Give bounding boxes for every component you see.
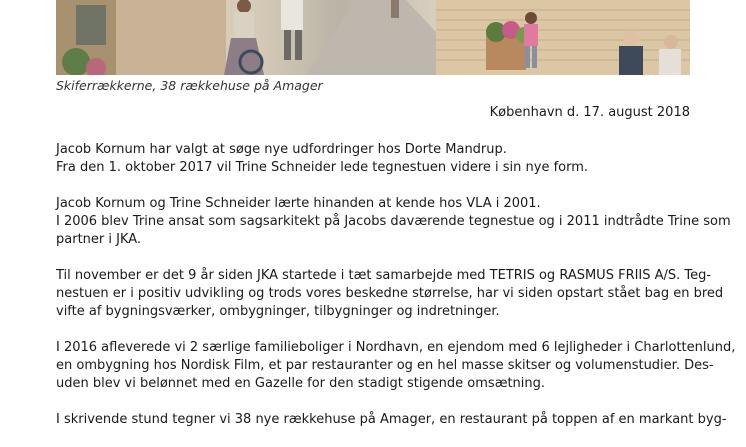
text-line: Til november er det 9 år siden JKA startede i tæt samarbejde med TETRIS og RASMUS FRIIS A/S. Teg- xyxy=(56,268,712,283)
paragraph xyxy=(56,195,731,249)
paragraph xyxy=(56,339,736,393)
project-photo xyxy=(56,0,690,75)
text-line: vifte af bygningsværker, ombygninger, tilbygninger og indretninger. xyxy=(56,304,500,319)
text-line: nestuen er i positiv udvikling og trods vores beskedne størrelse, har vi siden opstart stået bag en bred xyxy=(56,286,724,301)
text-line: Fra den 1. oktober 2017 vil Trine Schneider lede tegnestuen videre i sin nye form. xyxy=(56,160,589,175)
dateline: København d. 17. august 2018 xyxy=(489,105,690,120)
paragraph xyxy=(56,411,727,429)
text-line: partner i JKA. xyxy=(56,232,142,247)
text-line: I skrivende stund tegner vi 38 nye rækkehuse på Amager, en restaurant på toppen af en markant byg- xyxy=(56,412,727,427)
photo-illustration xyxy=(56,0,690,75)
paragraph xyxy=(56,267,724,321)
text-line: en ombygning hos Nordisk Film, et par restauranter og en hel masse skitser og volumenstudier. Des- xyxy=(56,358,714,373)
image-caption: Skiferrækkerne, 38 rækkehuse på Amager xyxy=(56,78,323,93)
text-line: uden blev vi belønnet med en Gazelle for den stadigt stigende omsætning. xyxy=(56,376,546,391)
text-line: Jacob Kornum har valgt at søge nye udfordringer hos Dorte Mandrup. xyxy=(56,142,507,157)
text-line: I 2016 afleverede vi 2 særlige familieboliger i Nordhavn, en ejendom med 6 lejligheder i Charlottenlund, xyxy=(56,340,736,355)
text-line: I 2006 blev Trine ansat som sagsarkitekt på Jacobs daværende tegnestue og i 2011 indtrådte Trine som xyxy=(56,214,731,229)
paragraph xyxy=(56,141,696,177)
text-line: Jacob Kornum og Trine Schneider lærte hinanden at kende hos VLA i 2001. xyxy=(56,196,541,211)
letter-body xyxy=(56,141,736,447)
